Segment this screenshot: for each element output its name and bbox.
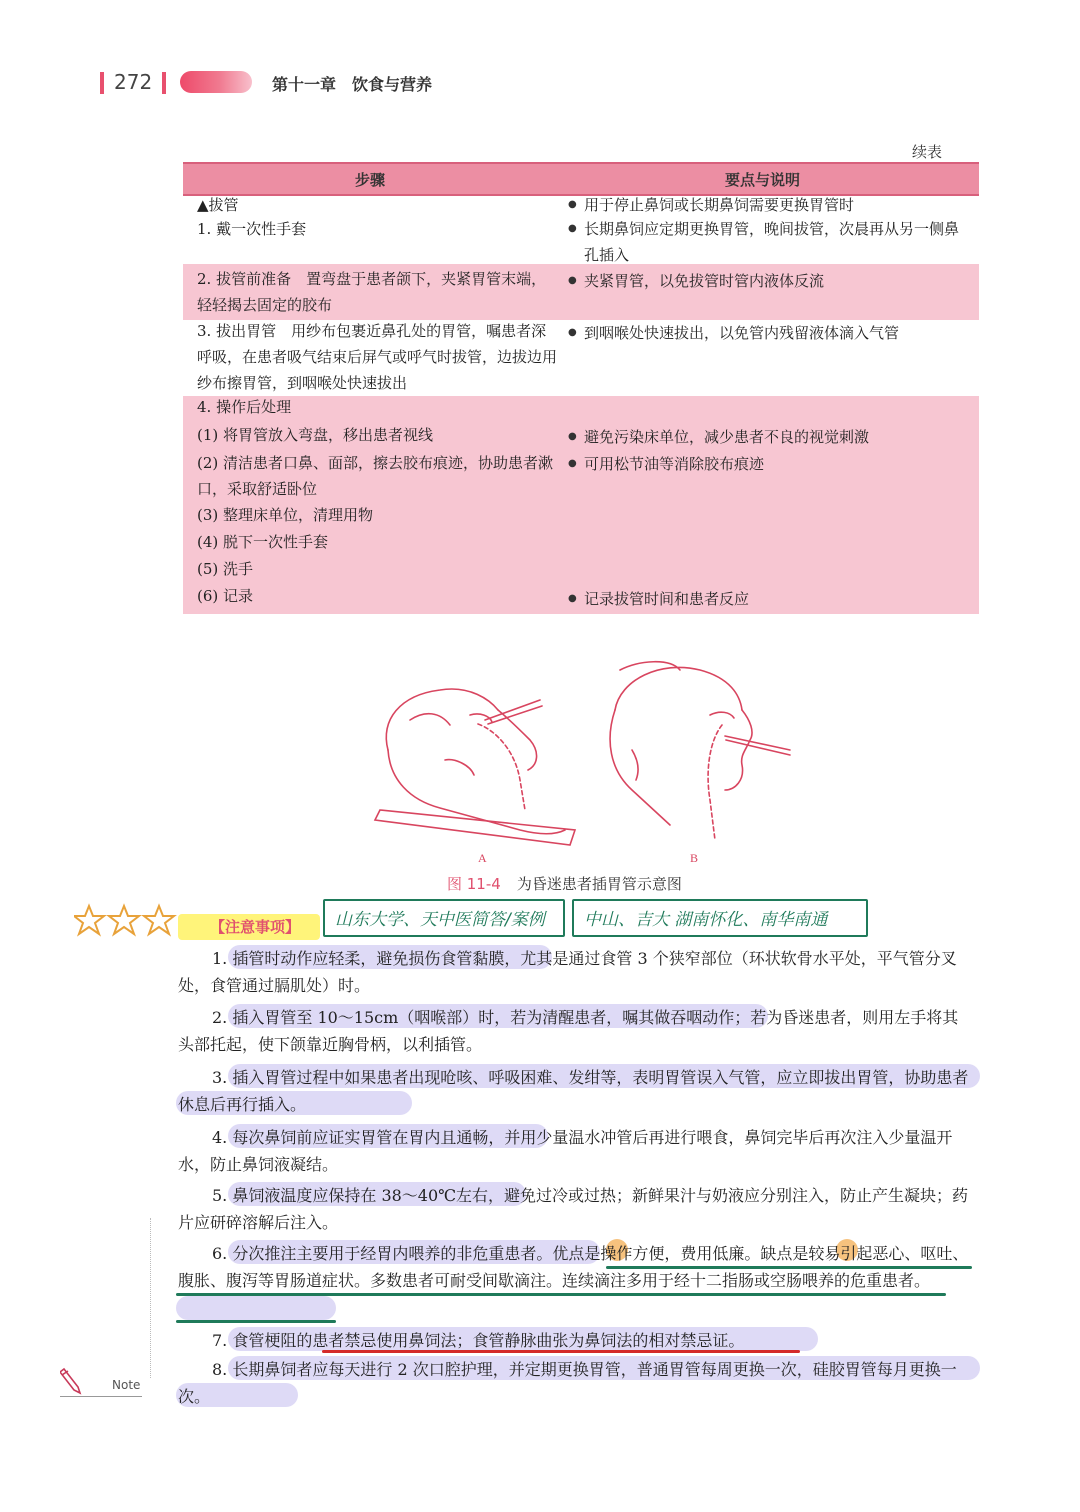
note-paragraph-1: 1. 插管时动作应轻柔，避免损伤食管黏膜，尤其是通过食管 3 个狭窄部位（环状软骨水平处，平气管分叉处，食管通过膈肌处）时。	[178, 949, 957, 995]
head-b-outline	[615, 667, 742, 710]
row3-step-text: 3. 拔出胃管 用纱布包裹近鼻孔处的胃管，嘱患者深呼吸，在患者吸气结束后屏气或呼气时拔管，边拔边用纱布擦胃管，到咽喉处快速拔出	[197, 322, 558, 392]
table-header	[183, 162, 979, 196]
header-rule-left	[100, 72, 104, 94]
row1-step-text: 1. 戴一次性手套	[197, 220, 307, 238]
green-underline-2	[176, 1293, 946, 1296]
star-doodle-icon	[74, 902, 179, 942]
note-paragraph-3: 3. 插入胃管过程中如果患者出现呛咳、呼吸困难、发绀等，表明胃管误入气管，应立即拔出胃管，协助患者休息后再行插入。	[178, 1068, 969, 1114]
row4-point-1: ● 避免污染床单位，减少患者不良的视觉刺激	[584, 424, 964, 450]
red-underline	[322, 1350, 800, 1353]
row1-step-title: ▲拔管	[197, 196, 239, 214]
green-underline-3	[176, 1320, 336, 1323]
row4-point-6: ● 记录拔管时间和患者反应	[584, 586, 964, 612]
margin-dotted-line	[150, 1218, 151, 1378]
page-number: 272	[114, 70, 153, 94]
handwritten-note-box-2: 中山、吉大 湖南怀化、南华南通	[572, 899, 868, 937]
note-paragraph-8: 8. 长期鼻饲者应每天进行 2 次口腔护理，并定期更换胃管，普通胃管每周更换一次，硅胶胃管每月更换一次。	[178, 1360, 957, 1406]
intubation-illustration	[370, 640, 810, 870]
notes-title: 【注意事项】	[210, 918, 301, 936]
handwritten-note-box-1: 山东大学、天中医简答/案例	[323, 899, 565, 937]
row1-point-2: ● 长期鼻饲应定期更换胃管，晚间拔管，次晨再从另一侧鼻孔插入	[584, 216, 969, 268]
row4-substep-5: (5) 洗手	[197, 560, 254, 578]
header-pill	[180, 71, 252, 93]
row2-point: ● 夹紧胃管，以免拔管时管内液体反流	[584, 268, 964, 294]
note-rule	[60, 1396, 142, 1397]
column-header-step: 步骤	[355, 171, 386, 189]
highlight-p6b	[176, 1296, 336, 1320]
row1-point-1: ● 用于停止鼻饲或长期鼻饲需要更换胃管时	[584, 192, 964, 218]
row4-substep-3: (3) 整理床单位，清理用物	[197, 506, 374, 524]
green-underline-1	[606, 1266, 972, 1269]
figure-number: 图 11-4	[447, 875, 501, 893]
row4-substep-4: (4) 脱下一次性手套	[197, 533, 329, 551]
figure-label-a: A	[478, 851, 487, 865]
note-paragraph-4: 4. 每次鼻饲前应证实胃管在胃内且通畅，并用少量温水冲管后再进行喂食，鼻饲完毕后再次注入少量温开水，防止鼻饲液凝结。	[178, 1128, 953, 1174]
head-a-outline	[386, 689, 498, 750]
row4-substep-1: (1) 将胃管放入弯盘，移出患者视线	[197, 426, 434, 444]
row4-step-title: 4. 操作后处理	[197, 398, 292, 416]
figure-caption-text: 为昏迷患者插胃管示意图	[516, 875, 682, 893]
row4-substep-2: (2) 清洁患者口鼻、面部，擦去胶布痕迹，协助患者漱口，采取舒适卧位	[197, 454, 554, 498]
note-paragraph-2: 2. 插入胃管至 10～15cm（咽喉部）时，若为清醒患者，嘱其做吞咽动作；若为昏迷患者，则用左手将其头部托起，使下颌靠近胸骨柄，以利插管。	[178, 1008, 959, 1054]
figure-caption	[447, 873, 682, 894]
column-header-notes: 要点与说明	[725, 171, 801, 189]
row4-substep-6: (6) 记录	[197, 587, 254, 605]
note-margin-label: Note	[112, 1378, 141, 1392]
figure-label-b: B	[690, 851, 699, 865]
note-paragraph-6: 6. 分次推注主要用于经胃内喂养的非危重患者。优点是操作方便，费用低廉。缺点是较易引起恶心、呕吐、腹胀、腹泻等胃肠道症状。多数患者可耐受间歇滴注。连续滴注多用于经十二指肠或空肠喂养的危重患者。	[178, 1244, 969, 1290]
table-continued-label: 续表	[912, 143, 943, 161]
pencil-icon	[60, 1365, 86, 1395]
row3-point: ● 到咽喉处快速拔出，以免管内残留液体滴入气管	[584, 320, 969, 346]
note-paragraph-5: 5. 鼻饲液温度应保持在 38～40℃左右，避免过冷或过热；新鲜果汁与奶液应分别注入，防止产生凝块；药片应研碎溶解后注入。	[178, 1186, 969, 1232]
header-rule-right	[162, 72, 166, 94]
note-paragraph-7: 7. 食管梗阻的患者禁忌使用鼻饲法；食管静脉曲张为鼻饲法的相对禁忌证。	[212, 1331, 745, 1350]
row4-point-2: ● 可用松节油等消除胶布痕迹	[584, 451, 964, 477]
chapter-title: 第十一章 饮食与营养	[272, 75, 433, 94]
row2-step-text: 2. 拔管前准备 置弯盘于患者颌下，夹紧胃管末端，轻轻揭去固定的胶布	[197, 270, 547, 314]
